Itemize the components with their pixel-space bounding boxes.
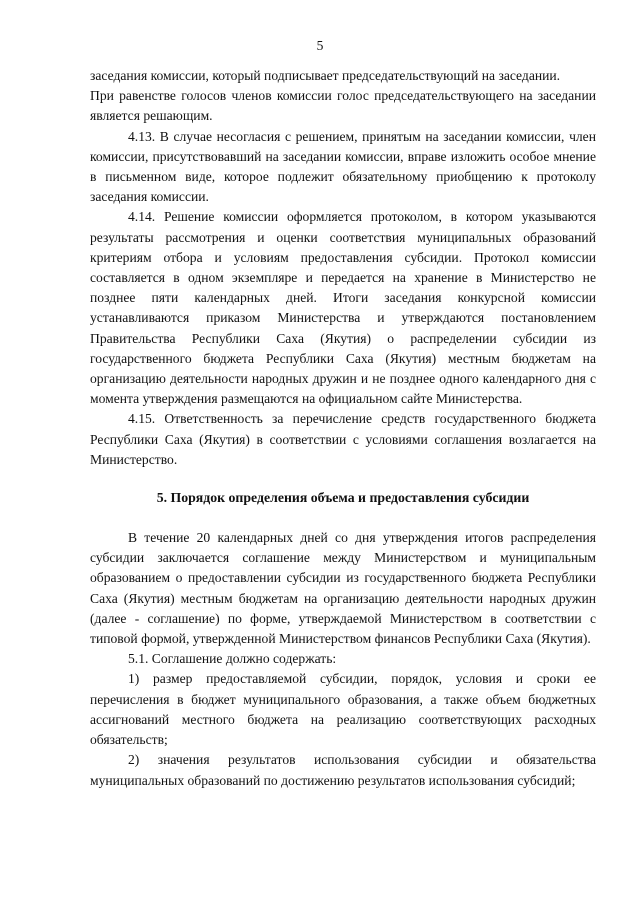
- paragraph-item-1: 1) размер предоставляемой субсидии, порядок, условия и сроки ее перечисления в бюджет муниципального образования, а также объем бюджетных ассигнований местного бюджета на реализацию соответствующих расходных обязательств;: [90, 671, 596, 748]
- paragraph-agreement: В течение 20 календарных дней со дня утверждения итогов распределения субсидии заключается соглашение между Министерством и муниципальным образованием о предоставлении субсидии из государственного бюджета Республики Саха (Якутия) местным бюджетам на организацию деятельности народных дружин (далее - соглашение) по форме, утверждаемой Министерством в соответствии с типовой формой, утвержденной Министерством финансов Республики Саха (Якутия).: [90, 530, 596, 647]
- paragraph-tie-vote: При равенстве голосов членов комиссии голос председательствующего на заседании является решающим.: [90, 88, 596, 124]
- paragraph-item-2: 2) значения результатов использования субсидии и обязательства муниципальных образований по достижению результатов использования субсидий;: [90, 752, 596, 788]
- paragraph-5-1: 5.1. Соглашение должно содержать:: [128, 651, 337, 667]
- paragraph-continuation: заседания комиссии, который подписывает председательствующий на заседании.: [90, 68, 561, 83]
- page-number: 5: [316, 38, 324, 53]
- paragraph-4-13: 4.13. В случае несогласия с решением, принятым на заседании комиссии, член комиссии, присутствовавший на заседании комиссии, вправе изложить особое мнение в письменном виде, которое подлежит обязательному приобщению к протоколу заседания комиссии.: [90, 128, 596, 205]
- section-heading: 5. Порядок определения объема и предоставления субсидии: [156, 490, 530, 506]
- document-body: [90, 66, 596, 791]
- paragraph-4-14: 4.14. Решение комиссии оформляется протоколом, в котором указываются результаты рассмотрения и оценки соответствия муниципальных образований критериям отбора и условиям предоставления субсидии. Протокол комиссии составляется в одном экземпляре и передается на хранение в Министерство не позднее пяти календарных дней. Итоги заседания конкурсной комиссии устанавливаются приказом Министерства и утверждаются постановлением Правительства Республики Саха (Якутия) о распределении субсидии из государственного бюджета Республики Саха (Якутия) местным бюджетам на организацию деятельности народных дружин и не позднее одного календарного дня с момента утверждения размещаются на официальном сайте Министерства.: [90, 209, 596, 407]
- paragraph-4-15: 4.15. Ответственность за перечисление средств государственного бюджета Республики Саха (Якутия) в соответствии с условиями соглашения возлагается на Министерство.: [90, 411, 596, 467]
